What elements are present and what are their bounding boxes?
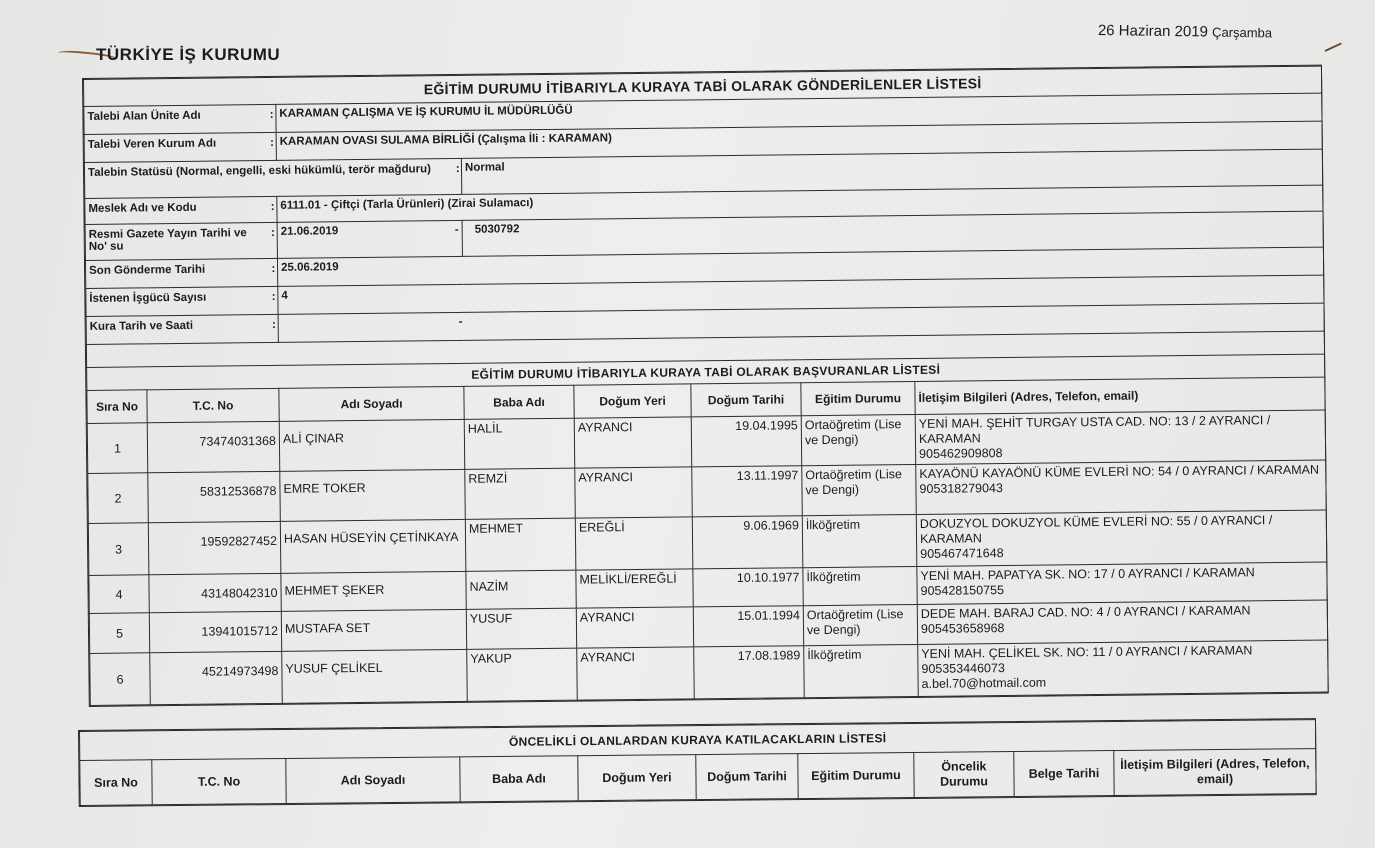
contact-phone: 905428150755 bbox=[920, 583, 1005, 598]
row-sira: 5 bbox=[89, 613, 149, 654]
gazette-date: 21.06.2019 bbox=[280, 225, 339, 238]
contact-email: a.bel.70@hotmail.com bbox=[921, 675, 1047, 691]
form-title: EĞİTİM DURUMU İTİBARIYLA KURAYA TABİ OLARAK GÖNDERİLENLER LİSTESİ bbox=[84, 66, 1322, 106]
column-header: İletişim Bilgileri (Adres, Telefon, email) bbox=[1114, 749, 1317, 796]
contact-phone: 905462909808 bbox=[919, 446, 1003, 461]
column-header: T.C. No bbox=[152, 759, 286, 805]
row-birthdate: 10.10.1977 bbox=[693, 568, 803, 607]
row-contact bbox=[915, 410, 1326, 464]
row-birthplace: AYRANCI bbox=[574, 417, 692, 468]
field-colon: : bbox=[270, 286, 278, 314]
field-value: 25.06.2019 bbox=[277, 247, 1323, 286]
field-value: KARAMAN OVASI SULAMA BİRLİĞİ (Çalışma İli : KARAMAN) bbox=[276, 121, 1322, 160]
day-text: Çarşamba bbox=[1212, 24, 1273, 41]
field-colon: : bbox=[454, 158, 461, 194]
row-education: Ortaöğretim (Lise ve Dengi) bbox=[801, 415, 916, 466]
row-father: YAKUP bbox=[467, 648, 578, 701]
field-label: İstenen İşgücü Sayısı bbox=[86, 286, 270, 316]
row-name: EMRE TOKER bbox=[280, 469, 466, 521]
row-tc: 45214973498 bbox=[150, 651, 283, 704]
row-sira: 1 bbox=[87, 423, 148, 474]
row-birthplace: EREĞLİ bbox=[575, 517, 693, 570]
row-name: ALİ ÇINAR bbox=[279, 419, 465, 471]
priority-list bbox=[78, 718, 1317, 807]
row-father: HALİL bbox=[464, 418, 575, 469]
applicants-title: EĞİTİM DURUMU İTİBARIYLA KURAYA TABİ OLARAK BAŞVURANLAR LİSTESİ bbox=[87, 354, 1325, 390]
contact-address: DOKUZYOL DOKUZYOL KÜME EVLERİ NO: 55 / 0 AYRANCI / KARAMAN bbox=[919, 513, 1273, 546]
column-header: Baba Adı bbox=[464, 385, 574, 419]
row-birthdate: 17.08.1989 bbox=[694, 646, 805, 699]
row-father: NAZİM bbox=[466, 570, 576, 609]
row-education: İlköğretim bbox=[804, 644, 919, 697]
print-date bbox=[1098, 22, 1272, 41]
row-name: HASAN HÜSEYİN ÇETİNKAYA bbox=[280, 519, 466, 573]
row-tc: 43148042310 bbox=[149, 573, 281, 612]
row-name: MEHMET ŞEKER bbox=[281, 571, 466, 611]
row-birthdate: 13.11.1997 bbox=[692, 466, 803, 517]
row-father: MEHMET bbox=[465, 518, 576, 571]
row-tc: 13941015712 bbox=[149, 611, 281, 652]
column-header: Adı Soyadı bbox=[286, 757, 460, 804]
field-value: 4 bbox=[278, 275, 1324, 314]
column-header: Eğitim Durumu bbox=[798, 752, 914, 798]
row-birthdate: 9.06.1969 bbox=[692, 516, 803, 569]
field-colon: : bbox=[269, 222, 277, 258]
row-education: İlköğretim bbox=[803, 566, 917, 605]
column-header: Doğum Yeri bbox=[578, 755, 696, 801]
row-contact bbox=[917, 600, 1327, 644]
row-father: REMZİ bbox=[465, 468, 576, 519]
field-label: Kura Tarih ve Saati bbox=[86, 314, 270, 344]
contact-address: YENİ MAH. PAPATYA SK. NO: 17 / 0 AYRANCI / KARAMAN bbox=[920, 565, 1255, 583]
contact-phone: 905353446073 bbox=[921, 661, 1005, 676]
column-header: Adı Soyadı bbox=[279, 386, 464, 421]
column-header: T.C. No bbox=[147, 388, 279, 422]
row-birthdate: 19.04.1995 bbox=[691, 416, 802, 467]
field-value: - bbox=[278, 303, 1324, 342]
contact-phone: 905453658968 bbox=[920, 621, 1005, 636]
row-sira: 6 bbox=[90, 653, 151, 706]
field-colon: : bbox=[269, 196, 277, 222]
field-label: Talebin Statüsü (Normal, engelli, eski hükümlü, terör mağduru) bbox=[84, 158, 454, 198]
column-header: Öncelik Durumu bbox=[914, 752, 1014, 798]
request-form bbox=[82, 65, 1329, 707]
row-contact bbox=[916, 460, 1327, 514]
field-value: KARAMAN ÇALIŞMA VE İŞ KURUMU İL MÜDÜRLÜĞÜ bbox=[276, 93, 1322, 132]
row-tc: 73474031368 bbox=[147, 421, 280, 472]
column-header: Eğitim Durumu bbox=[801, 382, 915, 416]
contact-address: YENİ MAH. ŞEHİT TURGAY USTA CAD. NO: 13 / 2 AYRANCI / KARAMAN bbox=[918, 413, 1271, 446]
field-label: Resmi Gazete Yayın Tarihi ve No' su bbox=[85, 222, 269, 260]
row-birthplace: AYRANCI bbox=[577, 647, 695, 700]
contact-phone: 905467471648 bbox=[920, 546, 1004, 561]
contact-phone: 905318279043 bbox=[919, 481, 1004, 496]
row-contact bbox=[916, 510, 1327, 566]
field-value: 6111.01 - Çiftçi (Tarla Ürünleri) (Zirai Sulamacı) bbox=[277, 185, 1323, 222]
row-father: YUSUF bbox=[466, 608, 576, 649]
contact-address: YENİ MAH. ÇELİKEL SK. NO: 11 / 0 AYRANCI / KARAMAN bbox=[921, 643, 1253, 661]
field-value bbox=[277, 220, 462, 258]
gazette-separator: - bbox=[454, 223, 459, 236]
organization-title: TÜRKİYE İŞ KURUMU bbox=[96, 45, 281, 64]
field-label: Meslek Adı ve Kodu bbox=[85, 196, 269, 224]
gazette-number: 5030792 bbox=[462, 211, 1323, 256]
date-text: 26 Haziran 2019 bbox=[1097, 22, 1209, 41]
row-sira: 4 bbox=[89, 575, 149, 614]
row-contact bbox=[917, 562, 1327, 604]
column-header: Sıra No bbox=[80, 760, 152, 806]
row-tc: 58312536878 bbox=[148, 471, 281, 522]
row-sira: 3 bbox=[88, 523, 149, 576]
field-colon: : bbox=[268, 104, 276, 132]
contact-address: KAYAÖNÜ KAYAÖNÜ KÜME EVLERİ NO: 54 / 0 AYRANCI / KARAMAN bbox=[919, 462, 1320, 481]
column-header: Baba Adı bbox=[460, 756, 578, 802]
field-colon: : bbox=[268, 132, 276, 160]
field-colon: : bbox=[270, 314, 278, 342]
field-colon: : bbox=[269, 258, 277, 286]
column-header: Belge Tarihi bbox=[1014, 751, 1114, 797]
row-sira: 2 bbox=[88, 473, 149, 524]
row-name: YUSUF ÇELİKEL bbox=[282, 649, 468, 703]
row-birthplace: AYRANCI bbox=[575, 467, 693, 518]
row-education: Ortaöğretim (Lise ve Dengi) bbox=[803, 604, 917, 645]
row-education: Ortaöğretim (Lise ve Dengi) bbox=[802, 465, 917, 516]
row-education: İlköğretim bbox=[802, 514, 917, 567]
priority-title: ÖNCELİKLİ OLANLARDAN KURAYA KATILACAKLARIN LİSTESİ bbox=[80, 720, 1316, 761]
field-label: Talebi Veren Kurum Adı bbox=[84, 132, 268, 162]
field-label: Son Gönderme Tarihi bbox=[85, 258, 269, 288]
row-contact bbox=[918, 640, 1329, 696]
field-value: Normal bbox=[461, 149, 1322, 194]
row-tc: 19592827452 bbox=[148, 521, 281, 574]
column-header: Doğum Tarihi bbox=[696, 754, 798, 800]
column-header: İletişim Bilgileri (Adres, Telefon, email) bbox=[915, 377, 1325, 414]
row-birthdate: 15.01.1994 bbox=[693, 606, 803, 647]
column-header: Sıra No bbox=[87, 390, 147, 424]
pen-mark bbox=[1325, 42, 1344, 55]
row-birthplace: MELİKLİ/EREĞLİ bbox=[576, 569, 693, 608]
row-birthplace: AYRANCI bbox=[576, 607, 693, 648]
contact-address: DEDE MAH. BARAJ CAD. NO: 4 / 0 AYRANCI / KARAMAN bbox=[920, 603, 1251, 621]
column-header: Doğum Tarihi bbox=[691, 383, 801, 417]
row-name: MUSTAFA SET bbox=[281, 609, 466, 651]
column-header: Doğum Yeri bbox=[574, 384, 691, 418]
field-label: Talebi Alan Ünite Adı bbox=[84, 104, 268, 134]
